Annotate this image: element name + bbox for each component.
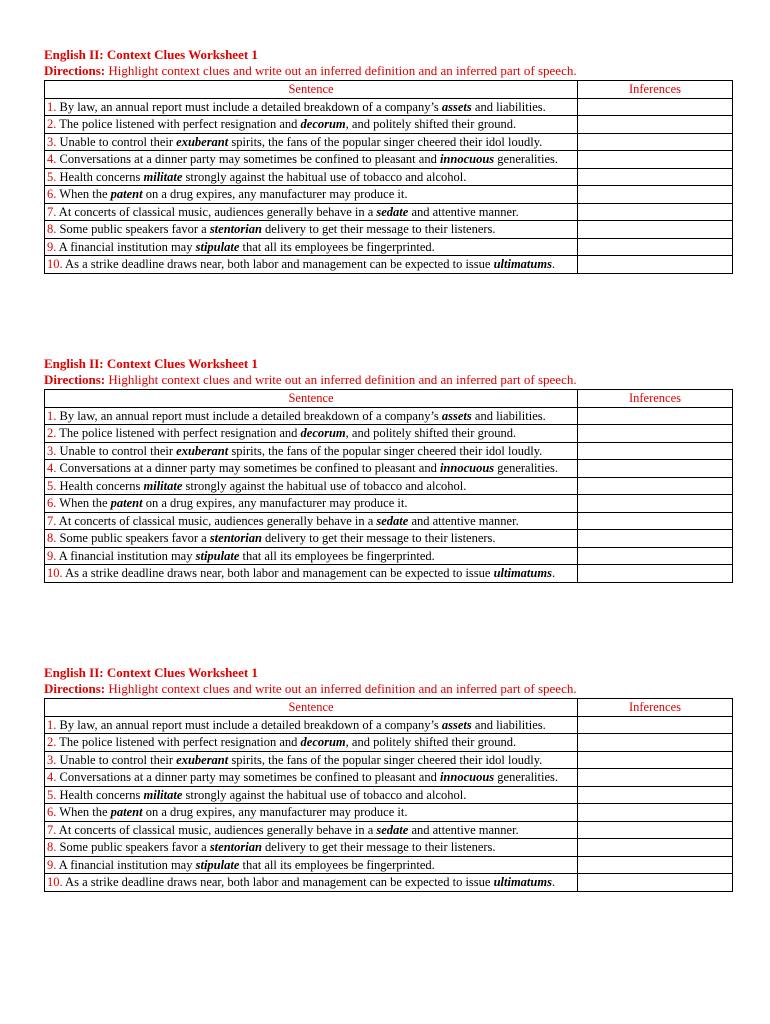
sentence-column-header: Sentence xyxy=(45,81,578,99)
sentence-text-after: . xyxy=(551,566,556,580)
inference-cell[interactable] xyxy=(578,256,733,274)
vocabulary-word: patent xyxy=(110,187,143,201)
sentence-text-after: generalities. xyxy=(494,770,559,784)
directions-label: Directions: xyxy=(44,372,106,387)
table-row xyxy=(45,769,733,787)
inference-cell[interactable] xyxy=(578,856,733,874)
table-row xyxy=(45,442,733,460)
sentence-cell xyxy=(45,151,578,169)
vocabulary-word: assets xyxy=(441,717,472,732)
sentence-cell xyxy=(45,407,578,425)
sentence-text-before: A financial institution may xyxy=(56,239,196,254)
item-number: 3. xyxy=(47,752,57,767)
item-number: 4. xyxy=(47,770,57,784)
table-row xyxy=(45,238,733,256)
sentence-text-before: When the xyxy=(56,805,111,819)
directions-text: Highlight context clues and write out an inferred definition and an inferred part of speech. xyxy=(105,372,577,387)
vocabulary-word: patent xyxy=(110,496,143,510)
vocabulary-word: sedate xyxy=(376,822,409,837)
table-row xyxy=(45,565,733,583)
sentence-text-before: At concerts of classical music, audiences generally behave in a xyxy=(56,513,377,528)
context-clues-table xyxy=(44,389,733,583)
sentence-text-before: Conversations at a dinner party may sometimes be confined to pleasant and xyxy=(56,461,440,475)
sentence-text-after: and attentive manner. xyxy=(408,513,519,528)
table-row xyxy=(45,839,733,857)
sentence-cell xyxy=(45,530,578,548)
sentence-text-after: on a drug expires, any manufacturer may produce it. xyxy=(142,805,408,819)
sentence-text-before: Some public speakers favor a xyxy=(56,840,210,854)
sentence-cell xyxy=(45,547,578,565)
inference-cell[interactable] xyxy=(578,168,733,186)
sentence-cell xyxy=(45,716,578,734)
sentence-text-before: Unable to control their xyxy=(56,443,177,458)
worksheet-2 xyxy=(44,356,732,583)
sentence-text-before: At concerts of classical music, audiences generally behave in a xyxy=(56,822,377,837)
inferences-column-header: Inferences xyxy=(578,390,733,408)
sentence-cell xyxy=(45,133,578,151)
sentence-cell xyxy=(45,98,578,116)
table-row xyxy=(45,547,733,565)
table-row xyxy=(45,751,733,769)
context-clues-table xyxy=(44,698,733,892)
inference-cell[interactable] xyxy=(578,221,733,239)
table-row xyxy=(45,530,733,548)
sentence-text-before: By law, an annual report must include a detailed breakdown of a company’s xyxy=(56,717,442,732)
item-number: 2. xyxy=(47,426,57,440)
vocabulary-word: exuberant xyxy=(176,134,229,149)
inference-cell[interactable] xyxy=(578,821,733,839)
sentence-cell xyxy=(45,734,578,752)
inferences-column-header: Inferences xyxy=(578,81,733,99)
sentence-cell xyxy=(45,856,578,874)
sentence-cell xyxy=(45,821,578,839)
sentence-text-before: Conversations at a dinner party may sometimes be confined to pleasant and xyxy=(56,152,440,166)
sentence-text-before: Some public speakers favor a xyxy=(56,222,210,236)
inference-cell[interactable] xyxy=(578,151,733,169)
worksheet-3 xyxy=(44,665,732,892)
sentence-cell xyxy=(45,256,578,274)
inference-cell[interactable] xyxy=(578,512,733,530)
sentence-column-header: Sentence xyxy=(45,699,578,717)
vocabulary-word: decorum xyxy=(300,117,346,131)
inference-cell[interactable] xyxy=(578,442,733,460)
inference-cell[interactable] xyxy=(578,804,733,822)
table-row xyxy=(45,716,733,734)
worksheet-directions xyxy=(44,681,732,698)
sentence-cell xyxy=(45,116,578,134)
item-number: 8. xyxy=(47,222,57,236)
sentence-text-after: that all its employees be fingerprinted. xyxy=(239,548,435,563)
sentence-text-before: As a strike deadline draws near, both labor and management can be expected to issue xyxy=(62,257,494,271)
item-number: 9. xyxy=(47,548,57,563)
worksheet-1 xyxy=(44,47,732,274)
item-number: 5. xyxy=(47,787,57,802)
sentence-text-after: . xyxy=(551,257,556,271)
vocabulary-word: stentorian xyxy=(209,840,262,854)
item-number: 6. xyxy=(47,496,57,510)
inference-cell[interactable] xyxy=(578,425,733,443)
vocabulary-word: sedate xyxy=(376,204,409,219)
table-header-row xyxy=(45,81,733,99)
worksheet-title: English II: Context Clues Worksheet 1 xyxy=(44,356,258,371)
table-row xyxy=(45,512,733,530)
sentence-text-after: delivery to get their message to their listeners. xyxy=(261,222,496,236)
vocabulary-word: stipulate xyxy=(195,239,240,254)
sentence-text-before: At concerts of classical music, audiences generally behave in a xyxy=(56,204,377,219)
sentence-text-after: and liabilities. xyxy=(471,99,546,114)
sentence-text-after: delivery to get their message to their listeners. xyxy=(261,531,496,545)
table-row xyxy=(45,874,733,892)
item-number: 2. xyxy=(47,117,57,131)
sentence-text-before: As a strike deadline draws near, both labor and management can be expected to issue xyxy=(62,566,494,580)
inference-cell[interactable] xyxy=(578,238,733,256)
item-number: 9. xyxy=(47,857,57,872)
inference-cell[interactable] xyxy=(578,495,733,513)
sentence-cell xyxy=(45,751,578,769)
table-row xyxy=(45,221,733,239)
item-number: 3. xyxy=(47,134,57,149)
item-number: 4. xyxy=(47,461,57,475)
sentence-cell xyxy=(45,442,578,460)
sentence-text-after: strongly against the habitual use of tobacco and alcohol. xyxy=(182,787,467,802)
item-number: 10. xyxy=(47,257,63,271)
sentence-text-after: spirits, the fans of the popular singer cheered their idol loudly. xyxy=(228,443,543,458)
inference-cell[interactable] xyxy=(578,565,733,583)
vocabulary-word: stipulate xyxy=(195,548,240,563)
sentence-text-after: strongly against the habitual use of tobacco and alcohol. xyxy=(182,169,467,184)
sentence-cell xyxy=(45,425,578,443)
table-row xyxy=(45,116,733,134)
item-number: 7. xyxy=(47,204,57,219)
item-number: 9. xyxy=(47,239,57,254)
table-row xyxy=(45,477,733,495)
worksheet-title: English II: Context Clues Worksheet 1 xyxy=(44,665,258,680)
table-row xyxy=(45,133,733,151)
inference-cell[interactable] xyxy=(578,734,733,752)
sentence-text-before: Health concerns xyxy=(56,787,144,802)
vocabulary-word: decorum xyxy=(300,426,346,440)
sentence-cell xyxy=(45,512,578,530)
vocabulary-word: innocuous xyxy=(439,152,495,166)
table-header-row xyxy=(45,699,733,717)
sentence-cell xyxy=(45,565,578,583)
vocabulary-word: stipulate xyxy=(195,857,240,872)
vocabulary-word: exuberant xyxy=(176,752,229,767)
inference-cell[interactable] xyxy=(578,116,733,134)
item-number: 5. xyxy=(47,478,57,493)
sentence-cell xyxy=(45,769,578,787)
sentence-cell xyxy=(45,839,578,857)
inference-cell[interactable] xyxy=(578,407,733,425)
inference-cell[interactable] xyxy=(578,98,733,116)
inference-cell[interactable] xyxy=(578,874,733,892)
sentence-text-after: and attentive manner. xyxy=(408,204,519,219)
inference-cell[interactable] xyxy=(578,203,733,221)
inference-cell[interactable] xyxy=(578,477,733,495)
item-number: 8. xyxy=(47,840,57,854)
vocabulary-word: innocuous xyxy=(439,770,495,784)
vocabulary-word: stentorian xyxy=(209,222,262,236)
table-row xyxy=(45,186,733,204)
table-row xyxy=(45,804,733,822)
sentence-text-after: and liabilities. xyxy=(471,717,546,732)
sentence-text-after: , and politely shifted their ground. xyxy=(345,735,517,749)
inference-cell[interactable] xyxy=(578,530,733,548)
table-row xyxy=(45,425,733,443)
sentence-text-before: Conversations at a dinner party may sometimes be confined to pleasant and xyxy=(56,770,440,784)
sentence-text-before: When the xyxy=(56,496,111,510)
table-row xyxy=(45,168,733,186)
item-number: 1. xyxy=(47,717,57,732)
table-row xyxy=(45,856,733,874)
sentence-text-after: and liabilities. xyxy=(471,408,546,423)
vocabulary-word: ultimatums xyxy=(493,875,552,889)
vocabulary-word: stentorian xyxy=(209,531,262,545)
item-number: 3. xyxy=(47,443,57,458)
directions-text: Highlight context clues and write out an inferred definition and an inferred part of speech. xyxy=(105,63,577,78)
directions-label: Directions: xyxy=(44,681,106,696)
sentence-text-before: Some public speakers favor a xyxy=(56,531,210,545)
sentence-text-after: spirits, the fans of the popular singer cheered their idol loudly. xyxy=(228,752,543,767)
table-row xyxy=(45,495,733,513)
table-row xyxy=(45,407,733,425)
sentence-text-before: When the xyxy=(56,187,111,201)
inference-cell[interactable] xyxy=(578,769,733,787)
table-row xyxy=(45,98,733,116)
item-number: 10. xyxy=(47,875,63,889)
sentence-text-before: The police listened with perfect resignation and xyxy=(56,735,301,749)
sentence-text-before: Unable to control their xyxy=(56,752,177,767)
item-number: 2. xyxy=(47,735,57,749)
sentence-text-before: Health concerns xyxy=(56,169,144,184)
inference-cell[interactable] xyxy=(578,839,733,857)
sentence-cell xyxy=(45,477,578,495)
sentence-text-after: , and politely shifted their ground. xyxy=(345,426,517,440)
item-number: 4. xyxy=(47,152,57,166)
item-number: 10. xyxy=(47,566,63,580)
vocabulary-word: ultimatums xyxy=(493,566,552,580)
sentence-text-before: By law, an annual report must include a detailed breakdown of a company’s xyxy=(56,99,442,114)
vocabulary-word: militate xyxy=(143,478,183,493)
sentence-text-before: A financial institution may xyxy=(56,857,196,872)
sentence-column-header: Sentence xyxy=(45,390,578,408)
table-row xyxy=(45,256,733,274)
vocabulary-word: sedate xyxy=(376,513,409,528)
inference-cell[interactable] xyxy=(578,460,733,478)
worksheet-title: English II: Context Clues Worksheet 1 xyxy=(44,47,258,62)
item-number: 6. xyxy=(47,805,57,819)
sentence-text-after: generalities. xyxy=(494,152,559,166)
sentence-text-after: , and politely shifted their ground. xyxy=(345,117,517,131)
table-row xyxy=(45,460,733,478)
table-row xyxy=(45,203,733,221)
table-header-row xyxy=(45,390,733,408)
sentence-text-after: generalities. xyxy=(494,461,559,475)
item-number: 1. xyxy=(47,408,57,423)
sentence-cell xyxy=(45,238,578,256)
inference-cell[interactable] xyxy=(578,786,733,804)
sentence-text-before: The police listened with perfect resignation and xyxy=(56,426,301,440)
sentence-text-before: Unable to control their xyxy=(56,134,177,149)
inference-cell[interactable] xyxy=(578,716,733,734)
vocabulary-word: militate xyxy=(143,169,183,184)
vocabulary-word: assets xyxy=(441,408,472,423)
sentence-text-before: Health concerns xyxy=(56,478,144,493)
inference-cell[interactable] xyxy=(578,186,733,204)
directions-text: Highlight context clues and write out an inferred definition and an inferred part of speech. xyxy=(105,681,577,696)
item-number: 8. xyxy=(47,531,57,545)
sentence-cell xyxy=(45,203,578,221)
sentence-cell xyxy=(45,786,578,804)
item-number: 6. xyxy=(47,187,57,201)
sentence-text-after: on a drug expires, any manufacturer may produce it. xyxy=(142,187,408,201)
vocabulary-word: patent xyxy=(110,805,143,819)
sentence-text-after: on a drug expires, any manufacturer may produce it. xyxy=(142,496,408,510)
sentence-cell xyxy=(45,221,578,239)
sentence-text-before: As a strike deadline draws near, both labor and management can be expected to issue xyxy=(62,875,494,889)
vocabulary-word: ultimatums xyxy=(493,257,552,271)
sentence-cell xyxy=(45,804,578,822)
sentence-text-after: strongly against the habitual use of tobacco and alcohol. xyxy=(182,478,467,493)
vocabulary-word: innocuous xyxy=(439,461,495,475)
sentence-text-before: The police listened with perfect resignation and xyxy=(56,117,301,131)
context-clues-table xyxy=(44,80,733,274)
sentence-text-after: . xyxy=(551,875,556,889)
sentence-text-after: that all its employees be fingerprinted. xyxy=(239,239,435,254)
sentence-cell xyxy=(45,168,578,186)
sentence-cell xyxy=(45,495,578,513)
item-number: 5. xyxy=(47,169,57,184)
vocabulary-word: assets xyxy=(441,99,472,114)
sentence-text-after: delivery to get their message to their listeners. xyxy=(261,840,496,854)
inference-cell[interactable] xyxy=(578,547,733,565)
vocabulary-word: exuberant xyxy=(176,443,229,458)
inferences-column-header: Inferences xyxy=(578,699,733,717)
item-number: 7. xyxy=(47,513,57,528)
sentence-text-after: spirits, the fans of the popular singer cheered their idol loudly. xyxy=(228,134,543,149)
sentence-text-after: that all its employees be fingerprinted. xyxy=(239,857,435,872)
vocabulary-word: militate xyxy=(143,787,183,802)
inference-cell[interactable] xyxy=(578,133,733,151)
inference-cell[interactable] xyxy=(578,751,733,769)
sentence-cell xyxy=(45,874,578,892)
vocabulary-word: decorum xyxy=(300,735,346,749)
sentence-text-after: and attentive manner. xyxy=(408,822,519,837)
table-row xyxy=(45,821,733,839)
table-row xyxy=(45,151,733,169)
table-row xyxy=(45,734,733,752)
worksheet-directions xyxy=(44,372,732,389)
directions-label: Directions: xyxy=(44,63,106,78)
sentence-cell xyxy=(45,186,578,204)
sentence-cell xyxy=(45,460,578,478)
table-row xyxy=(45,786,733,804)
item-number: 1. xyxy=(47,99,57,114)
worksheet-directions xyxy=(44,63,732,80)
sentence-text-before: A financial institution may xyxy=(56,548,196,563)
sentence-text-before: By law, an annual report must include a detailed breakdown of a company’s xyxy=(56,408,442,423)
item-number: 7. xyxy=(47,822,57,837)
